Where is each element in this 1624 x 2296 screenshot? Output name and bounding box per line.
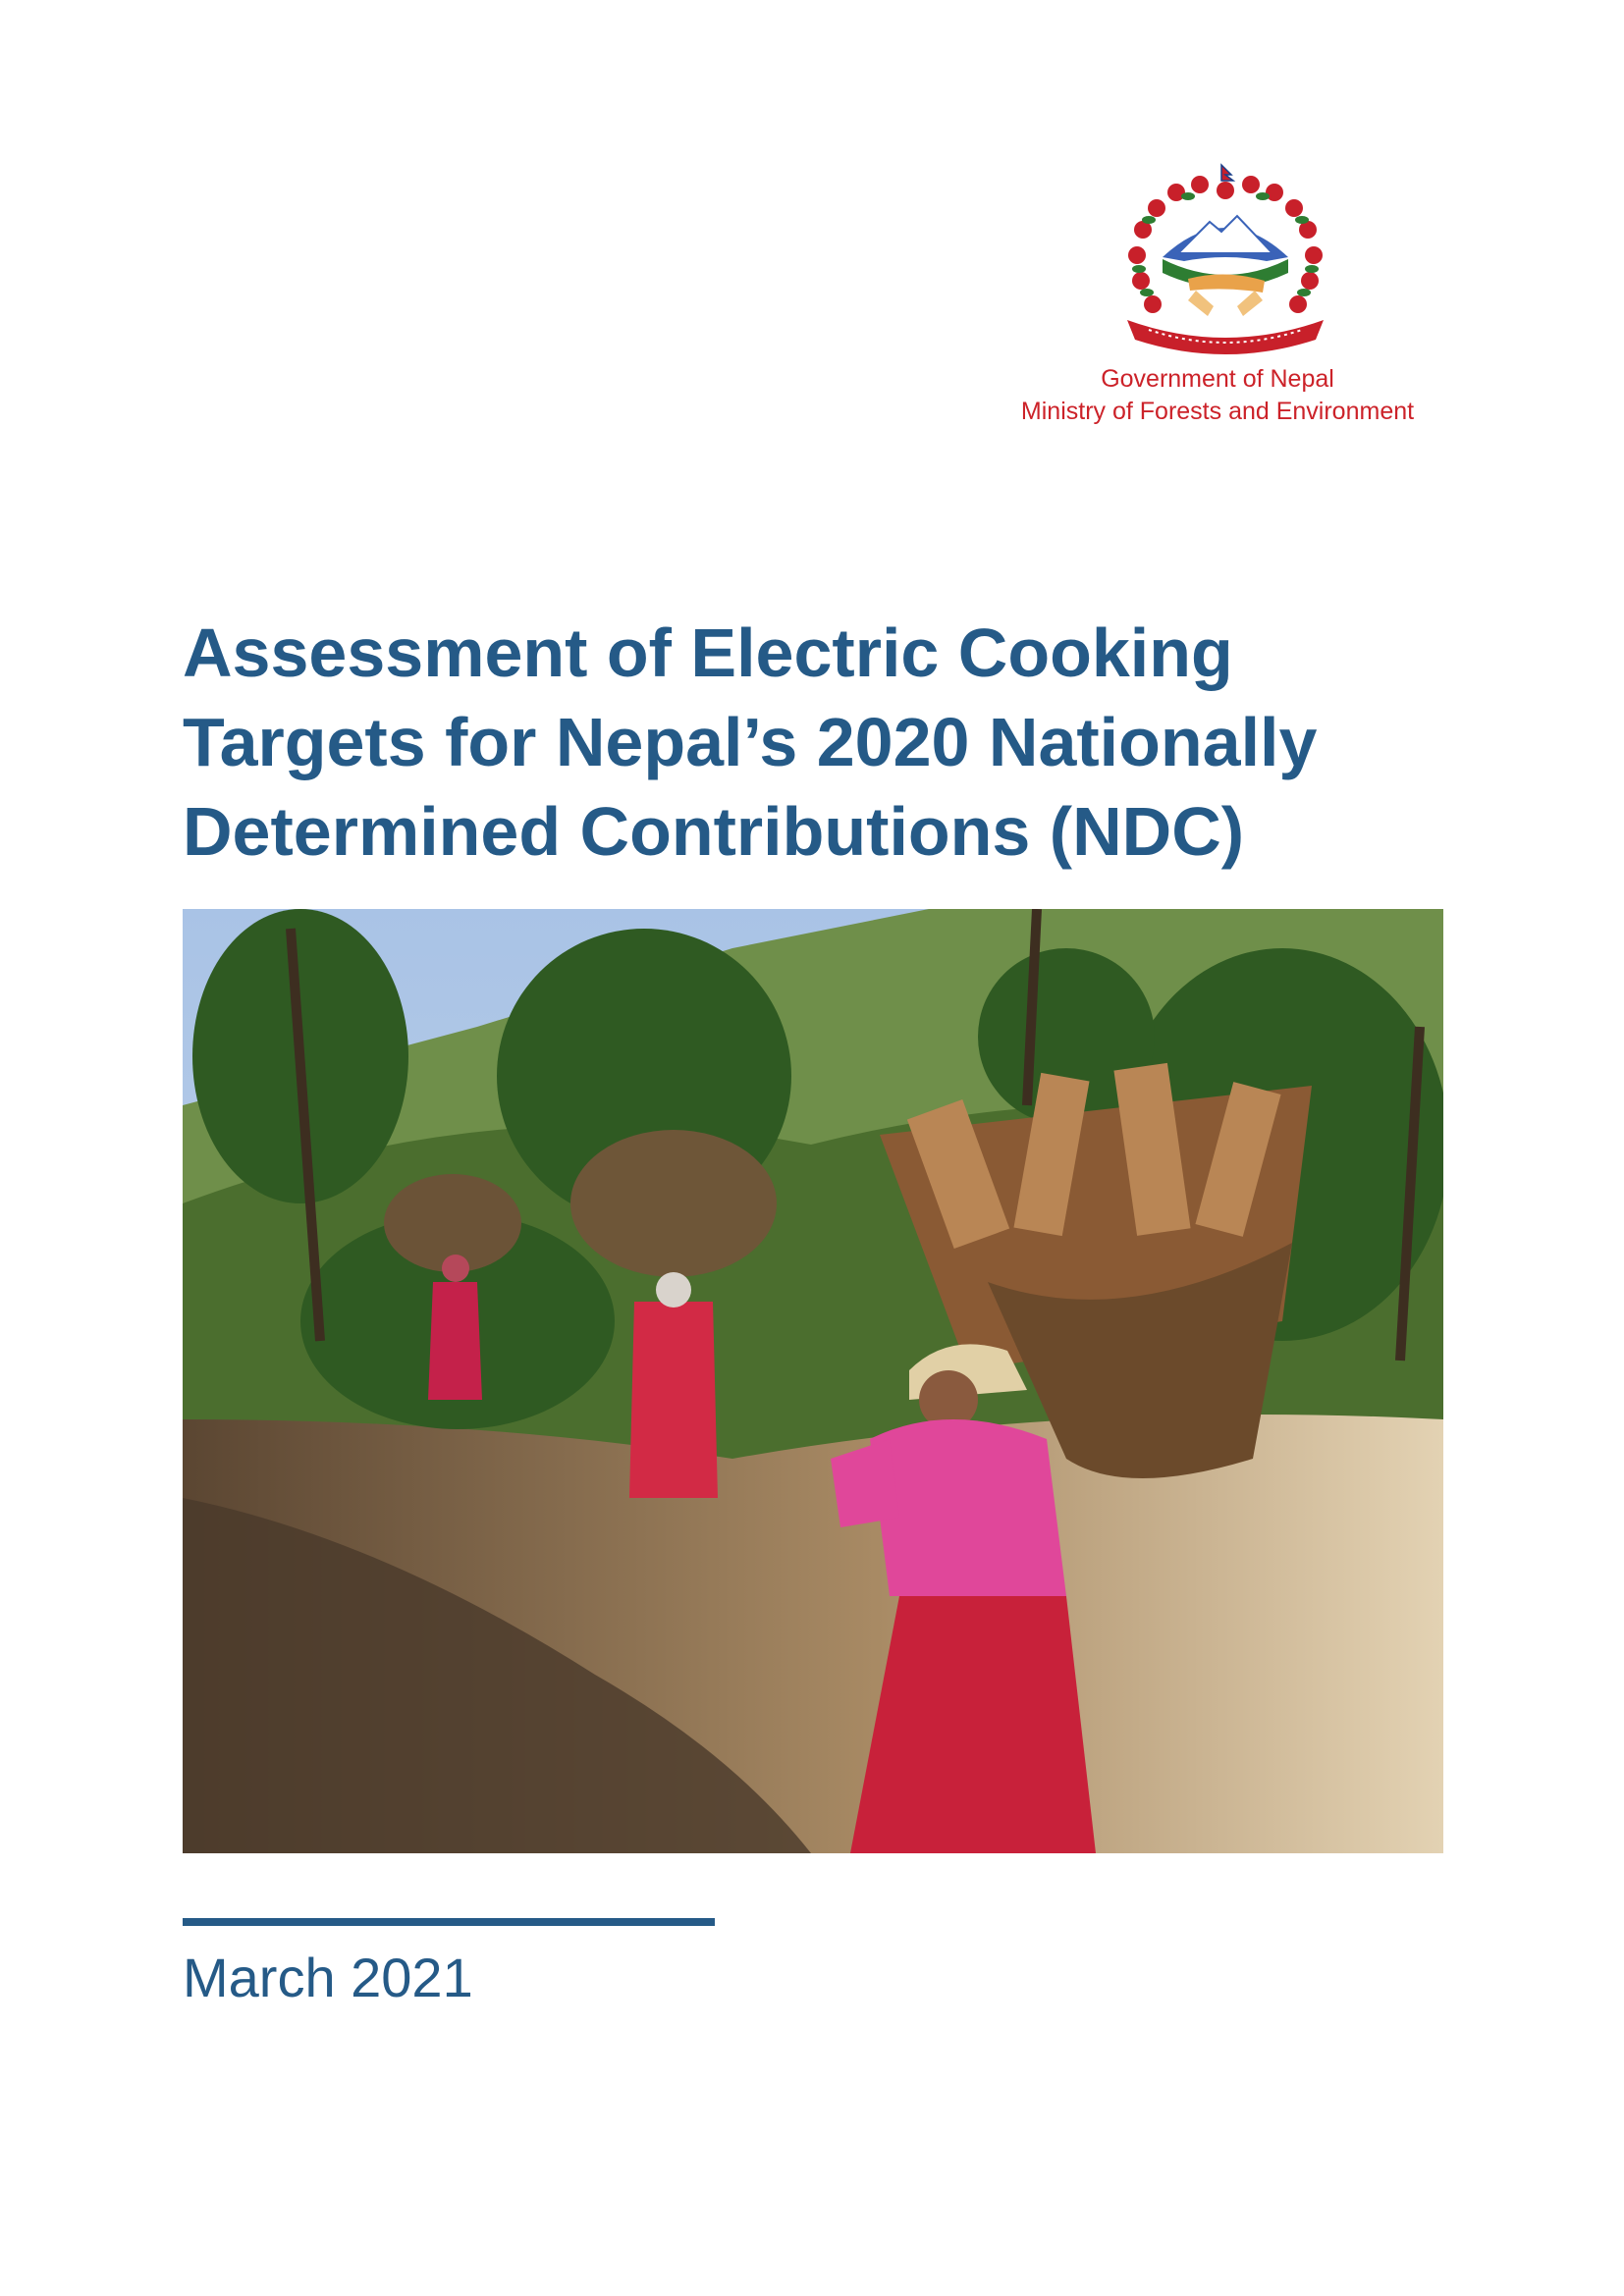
publication-date: March 2021 — [183, 1947, 473, 2008]
nepal-government-emblem-icon — [1119, 163, 1331, 359]
organization-government: Government of Nepal — [1101, 365, 1334, 393]
report-title — [183, 609, 1459, 877]
report-title-line-3: Determined Contributions (NDC) — [183, 793, 1245, 870]
women-carrying-firewood-photo — [183, 909, 1443, 1853]
report-title-line-1: Assessment of Electric Cooking — [183, 614, 1233, 691]
report-title-line-2: Targets for Nepal’s 2020 Nationally — [183, 704, 1318, 780]
organization-ministry: Ministry of Forests and Environment — [1020, 398, 1415, 425]
date-divider-rule — [183, 1918, 715, 1926]
organization-block — [943, 363, 1492, 428]
